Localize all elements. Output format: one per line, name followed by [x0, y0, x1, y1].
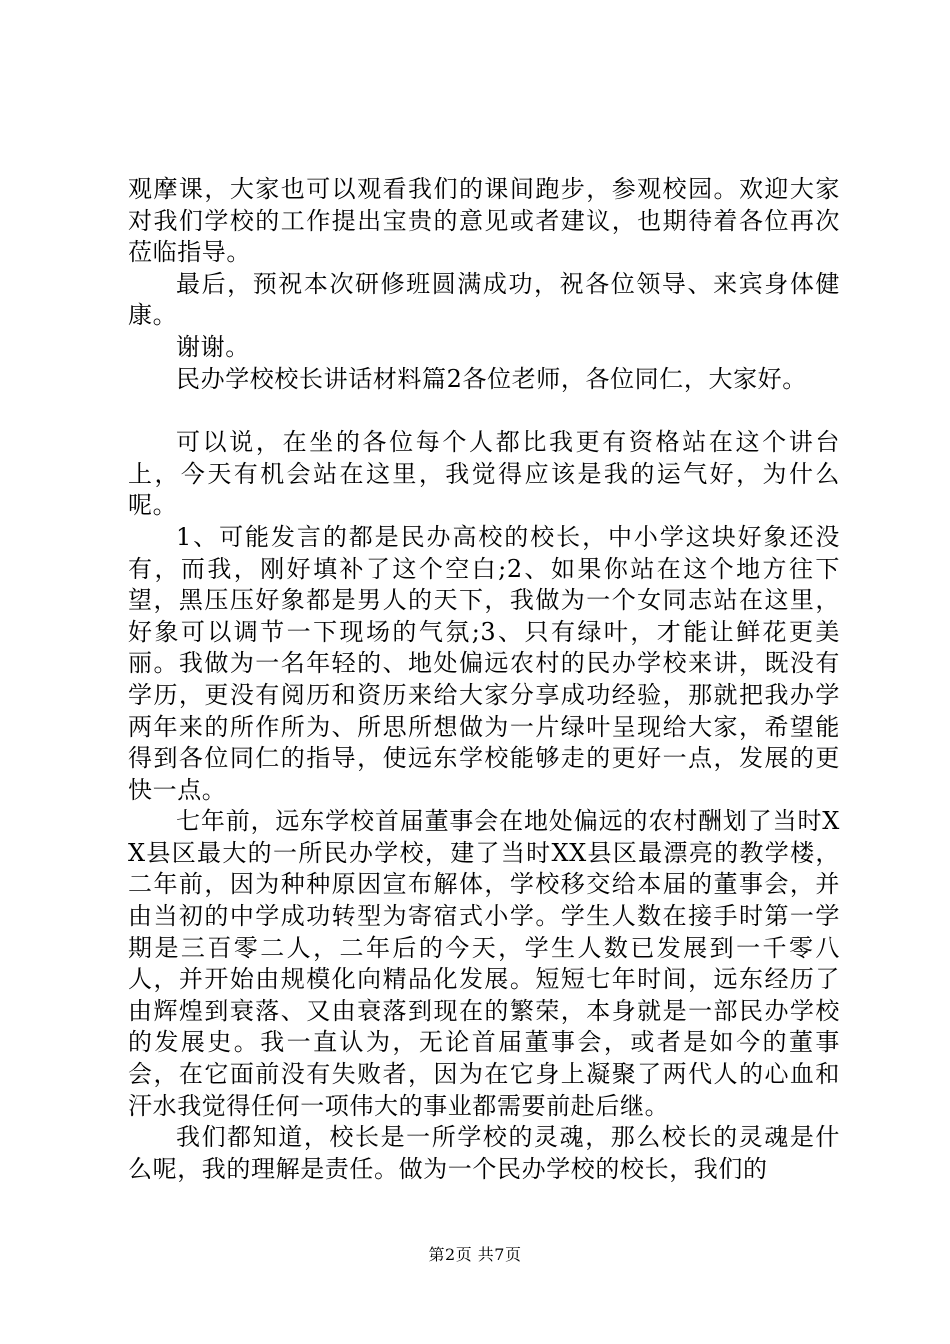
paragraph-thanks: 谢谢。 — [176, 332, 250, 361]
paragraph-speech-2-heading: 民办学校校长讲话材料篇2各位老师，各位同仁，大家好。 — [176, 364, 807, 393]
paragraph-continuation: 观摩课，大家也可以观看我们的课间跑步，参观校园。欢迎大家对我们学校的工作提出宝贵的意见或者建议，也期待着各位再次莅临指导。 — [128, 175, 840, 267]
paragraph-closing-wishes: 最后，预祝本次研修班圆满成功，祝各位领导、来宾身体健康。 — [128, 269, 840, 330]
page-footer: 第2页 共7页 — [428, 1245, 522, 1264]
paragraph-school-history: 七年前，远东学校首届董事会在地处偏远的农村酬划了当时XX县区最大的一所民办学校，建了当时XX县区最漂亮的教学楼，二年前，因为种种原因宣布解体，学校移交给本届的董事会，并由当初的中学成功转型为寄宿式小学。学生人数在接手时第一学期是三百零二人，二年后的今天，学生人数已发展到一千零八人，并开始由规模化向精品化发展。短短七年时间，远东经历了由辉煌到衰落、又由衰落到现在的繁荣，本身就是一部民办学校的发展史。我一直认为，无论首届董事会，或者是如今的董事会，在它面前没有失败者，因为在它身上凝聚了两代人的心血和汗水我觉得任何一项伟大的事业都需要前赴后继。 — [128, 807, 840, 1120]
paragraph-reasons: 1、可能发言的都是民办高校的校长，中小学这块好象还没有，而我，刚好填补了这个空白;2、如果你站在这个地方往下望，黑压压好象都是男人的天下，我做为一个女同志站在这里，好象可以调节一下现场的气氛;3、只有绿叶，才能让鲜花更美丽。我做为一名年轻的、地处偏远农村的民办学校来讲，既没有学历，更没有阅历和资历来给大家分享成功经验，那就把我办学两年来的所作所为、所思所想做为一片绿叶呈现给大家，希望能得到各位同仁的指导，使远东学校能够走的更好一点，发展的更快一点。 — [128, 522, 840, 804]
document-body — [128, 174, 840, 1185]
paragraph-principal-soul: 我们都知道，校长是一所学校的灵魂，那么校长的灵魂是什么呢，我的理解是责任。做为一个民办学校的校长，我们的 — [128, 1123, 840, 1183]
paragraph-opening: 可以说，在坐的各位每个人都比我更有资格站在这个讲台上，今天有机会站在这里，我觉得应该是我的运气好，为什么呢。 — [128, 428, 840, 520]
